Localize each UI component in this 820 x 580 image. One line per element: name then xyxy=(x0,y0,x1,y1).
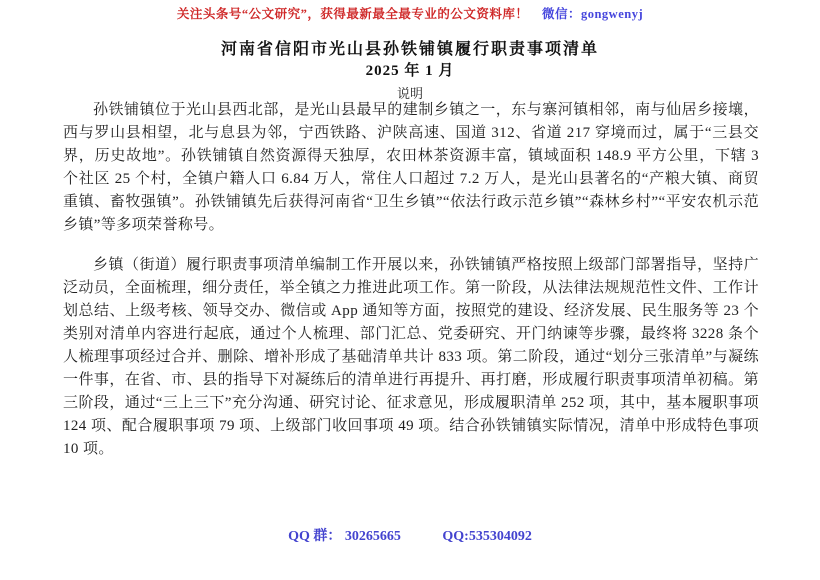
qq-group-text: QQ 群： 30265665 xyxy=(288,529,401,544)
promo-text: 关注头条号“公文研究”，获得最新最全最专业的公文资料库！ xyxy=(176,7,529,21)
document-title: 河南省信阳市光山县孙铁铺镇履行职责事项清单 xyxy=(220,41,599,58)
document-body xyxy=(63,99,759,461)
wechat-contact-text: 微信：gongwenyj xyxy=(541,7,644,21)
body-paragraph-2: 乡镇（街道）履行职责事项清单编制工作开展以来，孙铁铺镇严格按照上级部门部署指导，坚持广泛动员，全面梳理，细分责任，举全镇之力推进此项工作。第一阶段，从法律法规规范性文件、工作计划总结、上级考核、领导交办、微信或 App 通知等方面，按照党的建设、经济发展、民生服务等 23 个类别对清单内容进行起底，通过个人梳理、部门汇总、党委研究、开门纳谏等步骤，最终将 3228 条个人梳理事项经过合并、删除、增补形成了基础清单共计 833 项。第二阶段，通过“划分三张清单”与凝练一件事，在省、市、县的指导下对凝练后的清单进行再提升、再打磨，形成履行职责事项清单初稿。第三阶段，通过“三上三下”充分沟通、研究讨论、征求意见，形成履职清单 252 项，其中，基本履职事项 124 项、配合履职事项 79 项、上级部门收回事项 49 项。结合孙铁铺镇实际情况，清单中形成特色事项 10 项。 xyxy=(63,257,759,457)
section-heading: 说明 xyxy=(396,86,423,101)
qq-number-text: QQ:535304092 xyxy=(442,529,532,544)
footer-contact xyxy=(0,525,820,545)
body-paragraph-1: 孙铁铺镇位于光山县西北部，是光山县最早的建制乡镇之一，东与寨河镇相邻，南与仙居乡接壤，西与罗山县相望，北与息县为邻，宁西铁路、沪陕高速、国道 312、省道 217 穿境而过，属于“三县交界，历史故地”。孙铁铺镇自然资源得天独厚，农田林茶资源丰富，镇域面积 148.9 平方公里，下辖 3 个社区 25 个村，全镇户籍人口 6.84 万人，常住人口超过 7.2 万人，是光山县著名的“产粮大镇、商贸重镇、畜牧强镇”。孙铁铺镇先后获得河南省“卫生乡镇”“依法行政示范乡镇”“森林乡村”“平安农机示范乡镇”等多项荣誉称号。 xyxy=(63,102,759,233)
document-date: 2025 年 1 月 xyxy=(365,63,455,79)
promo-header xyxy=(0,4,820,22)
